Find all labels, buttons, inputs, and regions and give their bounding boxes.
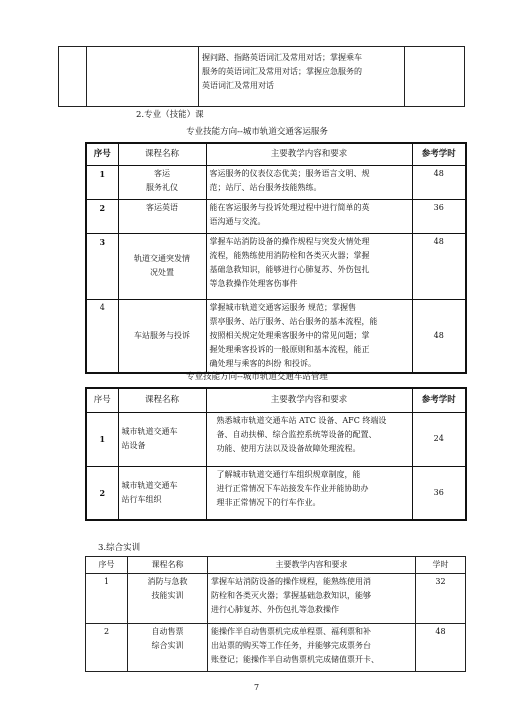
table-row: 1 客运 服务礼仪 客运服务的仪表仪态优美；服务语言文明、规 范；站厅、站台服务技能熟练。 48	[86, 165, 466, 199]
section-2-title: 2.专业（技能）课	[136, 110, 204, 120]
continued-content: 握问路、指路英语词汇及常用对话；掌握乘车 服务的英语词汇及常用对话；掌握应急服务的 英语词汇及常用对话	[199, 47, 405, 107]
direction-2-table	[85, 387, 467, 521]
header-no: 序号	[86, 143, 118, 165]
practice-table	[85, 556, 466, 672]
header-hours: 参考学时	[412, 143, 466, 165]
header-name: 课程名称	[118, 388, 206, 412]
header-no: 序号	[86, 557, 128, 574]
page-number: 7	[254, 683, 260, 692]
header-name: 课程名称	[118, 143, 206, 165]
table-row: 1 城市轨道交通车 站设备 熟悉城市轨道交通车站 ATC 设备、AFC 终端设 备、自动扶梯、综合监控系统等设备的配置、 功能、使用方法以及设备故障处理流程。 24	[86, 412, 466, 466]
section-3-title: 3.综合实训	[98, 543, 141, 553]
header-hours: 学时	[416, 557, 466, 574]
table-row: 2 自动售票 综合实训 能操作半自动售票机完成单程票、福利票和补 出站票的购买等工作任务，并能够完成票务台 账登记；能操作半自动售票机完成储值票开卡、 48	[86, 624, 466, 672]
table-row: 2 城市轨道交通车 站行车组织 了解城市轨道交通行车组织规章制度，能 进行正常情况下车站接发车作业并能协助办 理非正常情况下的行车作业。 36	[86, 466, 466, 520]
direction-2-caption: 专业技能方向--城市轨道交通车站管理	[186, 372, 328, 382]
header-content: 主要教学内容和要求	[206, 388, 412, 412]
direction-1-caption: 专业技能方向--城市轨道交通客运服务	[186, 127, 328, 137]
table-row: 3 轨道交通突发情 况处置 掌握车站消防设备的操作规程与突发火情处理 流程，能熟练使用消防栓和各类灭火器；掌握 基础急救知识，能够进行心肺复苏、外伤包扎 等急救操作处理客伤事件 48	[86, 233, 466, 299]
table-row: 1 消防与急救 技能实训 掌握车站消防设备的操作规程，能熟练使用消 防栓和各类灭火器；掌握基础急救知识，能够 进行心肺复苏、外伤包扎等急救操作 32	[86, 574, 466, 624]
table-row: 2 客运英语 能在客运服务与投诉处理过程中进行简单的英 语沟通与交流。 36	[86, 199, 466, 233]
direction-1-table	[85, 142, 467, 374]
header-content: 主要教学内容和要求	[206, 143, 412, 165]
header-no: 序号	[86, 388, 118, 412]
header-hours: 参考学时	[412, 388, 466, 412]
header-content: 主要教学内容和要求	[208, 557, 416, 574]
header-name: 课程名称	[128, 557, 208, 574]
continued-table	[58, 46, 465, 107]
table-row: 4 车站服务与投诉 掌握城市轨道交通客运服务 规范；掌握售 票亭服务、站厅服务、站台服务的基本流程，能 按照相关规定处理乘客服务中的常见问题；掌 握处理乘客投诉的一般原则和基本流程，能正 确处理与乘客的纠纷 和投诉。 48	[86, 299, 466, 373]
